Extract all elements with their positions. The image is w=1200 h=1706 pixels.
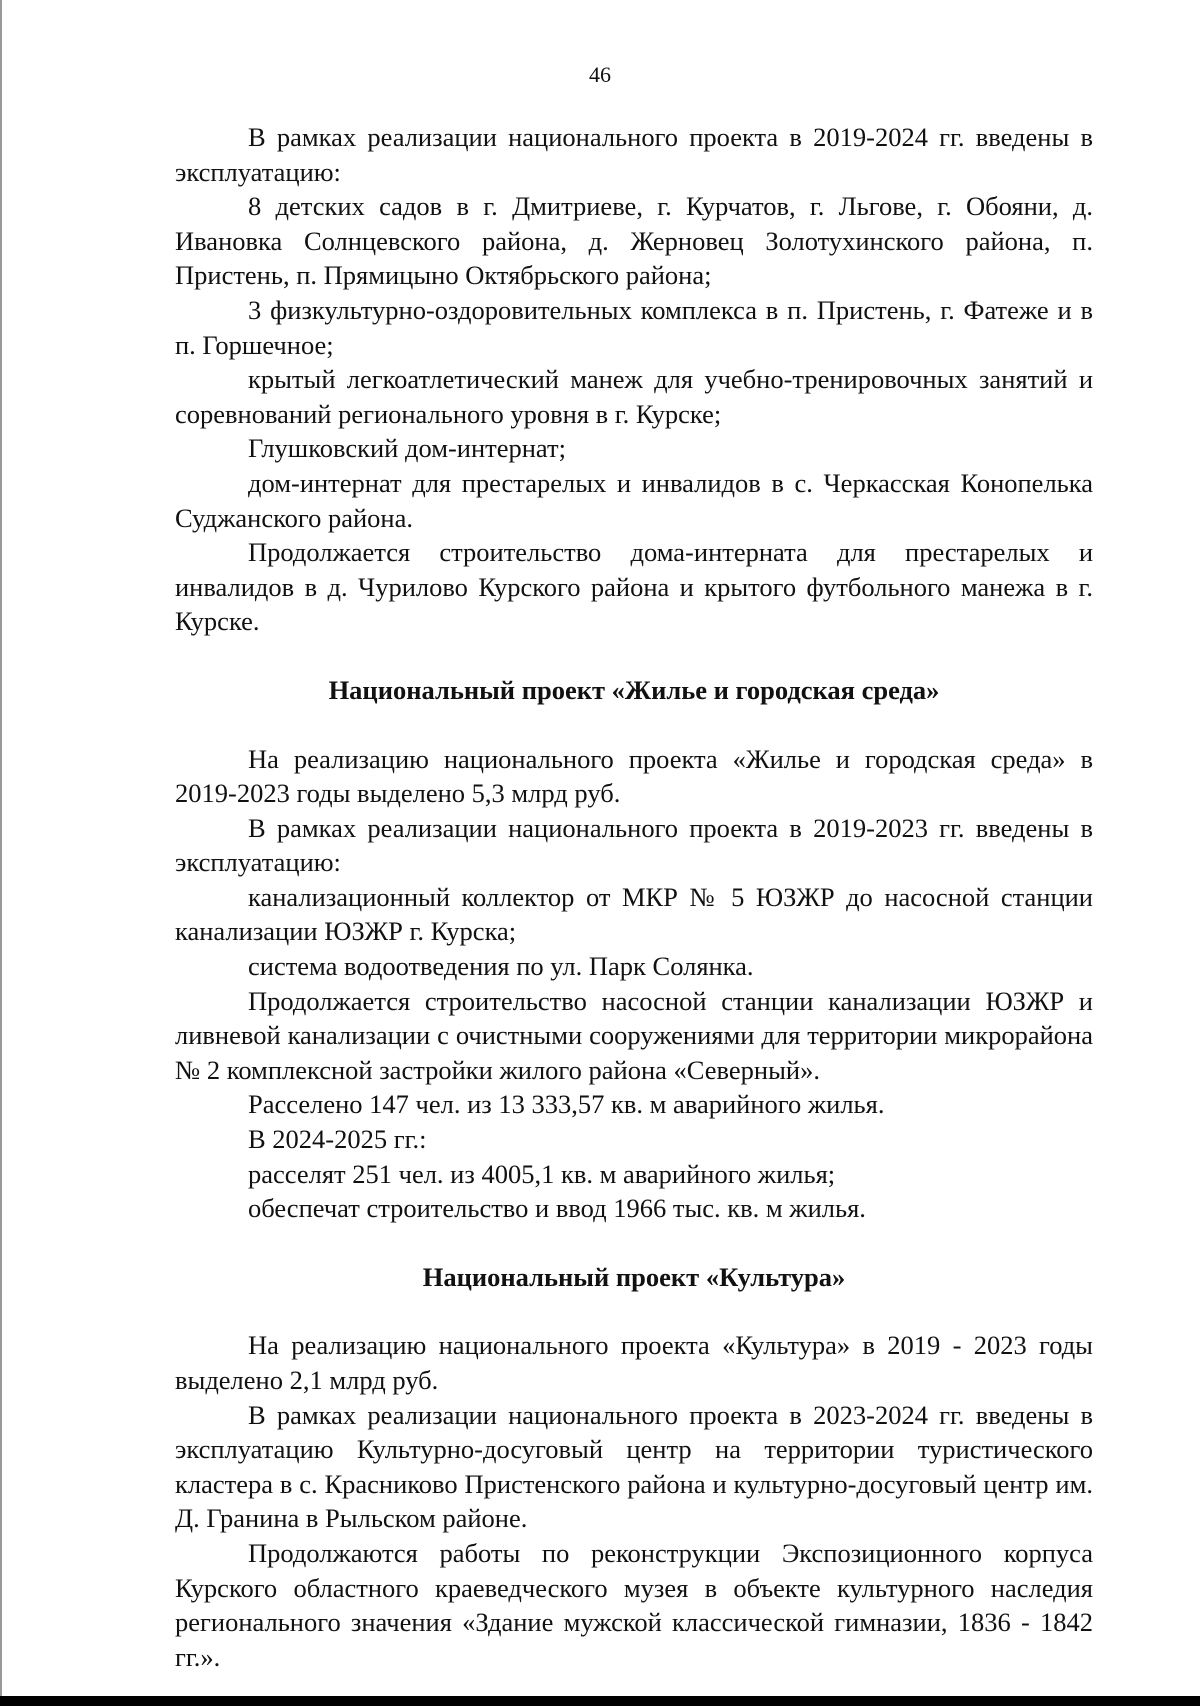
paragraph: канализационный коллектор от МКР № 5 ЮЗЖР до насосной станции канализации ЮЗЖР г. Курска; <box>175 881 1093 947</box>
document-body <box>175 120 1093 1674</box>
paragraph: 3 физкультурно-оздоровительных комплекса в п. Пристень, г. Фатеже и в п. Горшечное; <box>175 294 1093 360</box>
paragraph: Продолжаются работы по реконструкции Экспозиционного корпуса Курского областного краеведческого музея в объекте культурного наследия регионального значения «Здание мужской классической гимназии, 1836 - 1842 гг.». <box>175 1537 1093 1672</box>
paragraph: 8 детских садов в г. Дмитриеве, г. Курчатов, г. Льгове, г. Обояни, д. Ивановка Солнцевского района, д. Жерновец Золотухинского района, п. Пристень, п. Прямицыно Октябрьского района; <box>175 191 1093 291</box>
paragraph: В рамках реализации национального проекта в 2023-2024 гг. введены в эксплуатацию Культурно-досуговый центр на территории туристического кластера в с. Красниково Пристенского района и культурно-досуговый центр им. Д. Гранина в Рыльском районе. <box>175 1399 1093 1534</box>
section-heading-housing: Национальный проект «Жилье и городская среда» <box>328 674 940 705</box>
paragraph: система водоотведения по ул. Парк Солянка. <box>248 951 754 982</box>
paragraph: В рамках реализации национального проекта в 2019-2024 гг. введены в эксплуатацию: <box>175 122 1093 187</box>
paragraph: В 2024-2025 гг.: <box>248 1124 427 1155</box>
section-heading-culture: Национальный проект «Культура» <box>422 1261 846 1292</box>
paragraph: дом-интернат для престарелых и инвалидов в с. Черкасская Конопелька Суджанского района. <box>175 467 1093 533</box>
paragraph: Продолжается строительство насосной станции канализации ЮЗЖР и ливневой канализации с очистными сооружениями для территории микрорайона № 2 комплексной застройки жилого района «Северный». <box>175 985 1093 1085</box>
scan-edge-bottom <box>0 1696 1200 1706</box>
paragraph: Глушковский дом-интернат; <box>248 433 566 464</box>
paragraph: В рамках реализации национального проекта в 2019-2023 гг. введены в эксплуатацию: <box>175 812 1093 878</box>
spacer <box>175 708 1093 742</box>
paragraph: расселят 251 чел. из 4005,1 кв. м аварийного жилья; <box>248 1158 836 1189</box>
paragraph: Расселено 147 чел. из 13 333,57 кв. м аварийного жилья. <box>248 1089 885 1120</box>
page-number: 46 <box>589 62 611 87</box>
paragraph: На реализацию национального проекта «Жилье и городская среда» в 2019-2023 годы выделено 5,3 млрд руб. <box>175 743 1093 809</box>
spacer <box>175 1294 1093 1328</box>
scan-edge-left <box>0 0 2 1700</box>
spacer <box>175 1226 1093 1260</box>
paragraph: крытый легкоатлетический манеж для учебно-тренировочных занятий и соревнований регионального уровня в г. Курске; <box>175 364 1093 429</box>
spacer <box>175 639 1093 673</box>
paragraph: обеспечат строительство и ввод 1966 тыс. кв. м жилья. <box>248 1193 866 1224</box>
paragraph: На реализацию национального проекта «Культура» в 2019 - 2023 годы выделено 2,1 млрд руб. <box>175 1330 1093 1395</box>
paragraph: Продолжается строительство дома-интерната для престарелых и инвалидов в д. Чурилово Курского района и крытого футбольного манежа в г. Курске. <box>175 537 1093 637</box>
